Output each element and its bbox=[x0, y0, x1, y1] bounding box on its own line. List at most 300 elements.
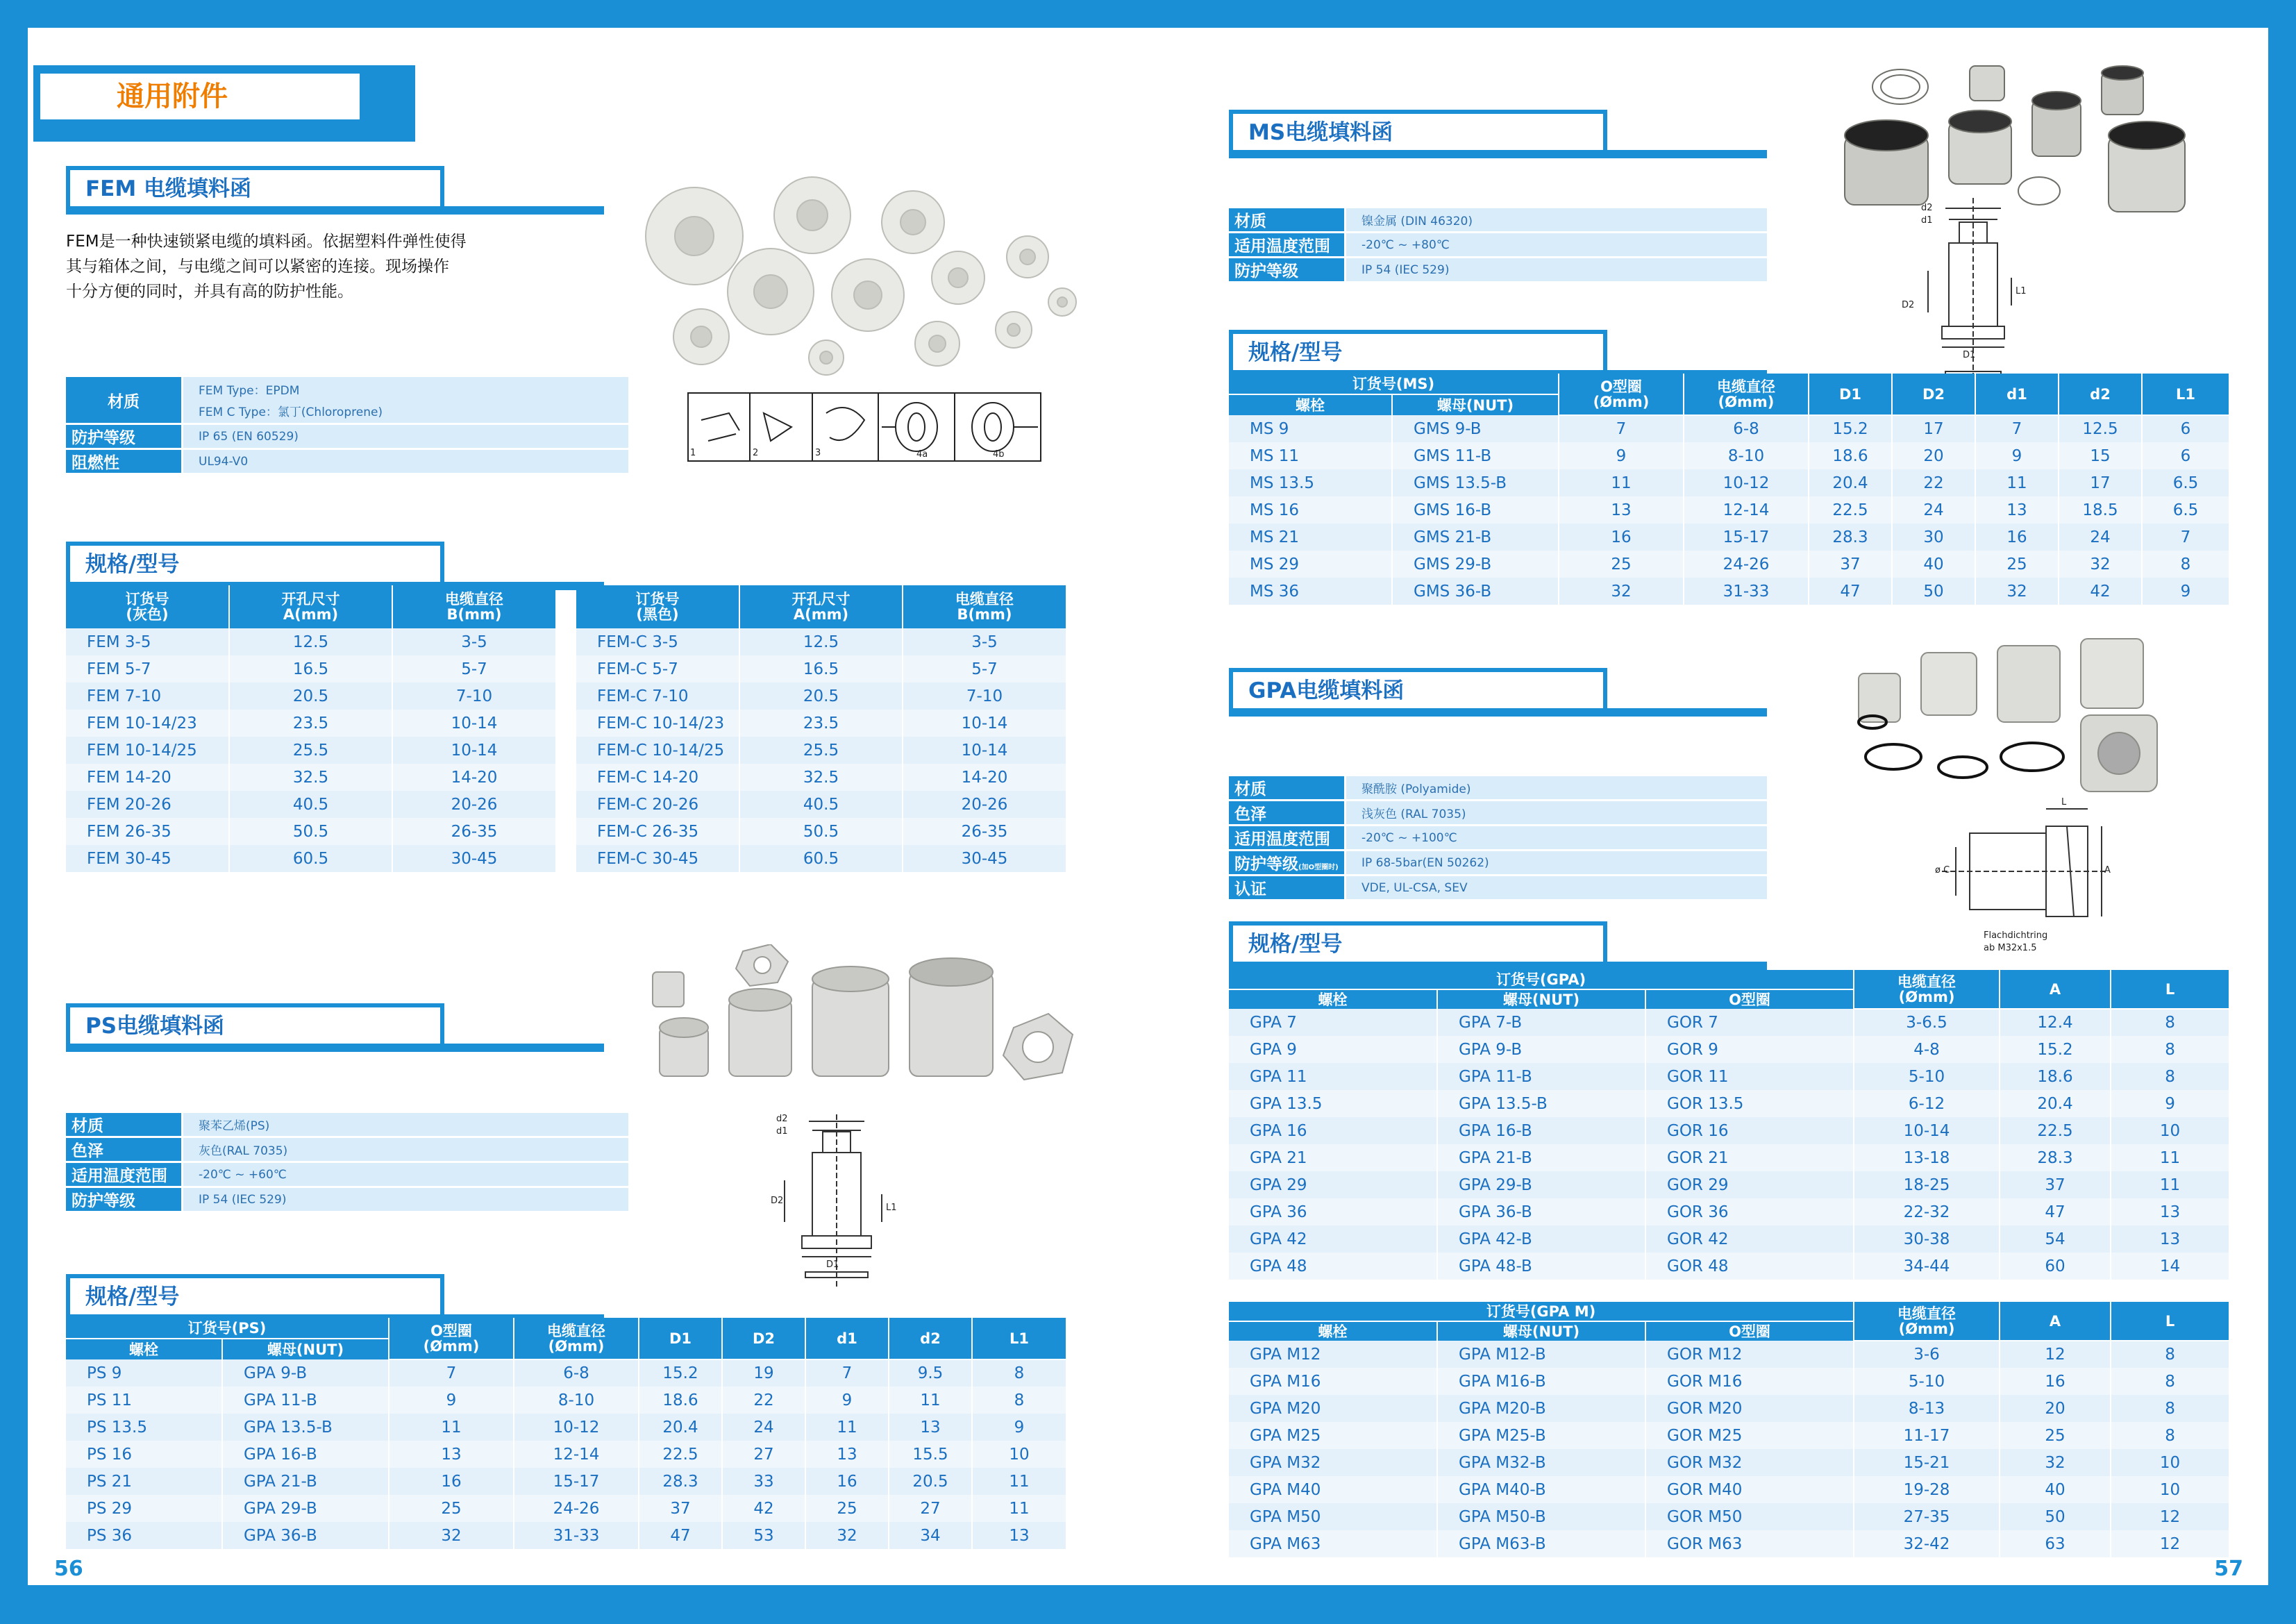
table-cell: FEM-C 10-14/25 bbox=[576, 737, 739, 764]
ms-spec-table bbox=[1229, 206, 1767, 283]
table-cell: 34 bbox=[889, 1522, 972, 1549]
ms-section-title: MS电缆填料函 bbox=[1229, 110, 1767, 158]
table-cell: FEM-C 20-26 bbox=[576, 791, 739, 818]
fem-installation-diagram bbox=[687, 392, 1041, 462]
fem-table bbox=[66, 585, 555, 872]
table-cell: GPA 13.5 bbox=[1229, 1090, 1437, 1117]
table-cell: MS 29 bbox=[1229, 551, 1392, 578]
table-cell: FEM 5-7 bbox=[66, 655, 229, 683]
table-cell: PS 29 bbox=[66, 1495, 222, 1522]
table-cell: FEM 10-14/25 bbox=[66, 737, 229, 764]
table-cell: 15.5 bbox=[889, 1441, 972, 1468]
table-cell: 9 bbox=[2142, 578, 2229, 605]
table-cell: GPA M25-B bbox=[1437, 1422, 1645, 1449]
table-cell: 24 bbox=[1892, 496, 1975, 524]
table-cell: PS 21 bbox=[66, 1468, 222, 1495]
table-cell: 4-8 bbox=[1854, 1036, 2000, 1063]
table-cell: 8 bbox=[2111, 1422, 2229, 1449]
table-row bbox=[66, 1359, 1066, 1387]
table-cell: 17 bbox=[2059, 469, 2142, 496]
spec-row: 材质 聚苯乙烯(PS) bbox=[66, 1113, 628, 1136]
table-cell: GPA 7-B bbox=[1437, 1009, 1645, 1036]
table-cell: MS 16 bbox=[1229, 496, 1392, 524]
table-cell: 11-17 bbox=[1854, 1422, 2000, 1449]
col-header: L bbox=[2111, 970, 2229, 1009]
table-cell: GOR 7 bbox=[1645, 1009, 1854, 1036]
table-cell: GPA M63 bbox=[1229, 1530, 1437, 1557]
table-cell: 60.5 bbox=[739, 845, 903, 872]
table-row bbox=[1229, 1198, 2229, 1225]
table-cell: 20 bbox=[1892, 442, 1975, 469]
col-header: O型圈 bbox=[1645, 989, 1854, 1009]
table-cell: GPA 13.5-B bbox=[1437, 1090, 1645, 1117]
table-cell: 10-12 bbox=[1684, 469, 1809, 496]
table-row bbox=[1229, 1253, 2229, 1280]
table-cell: 32 bbox=[2000, 1449, 2111, 1476]
ps-table bbox=[66, 1318, 1066, 1549]
table-cell: 60.5 bbox=[229, 845, 392, 872]
table-row bbox=[576, 628, 1066, 655]
table-cell: GOR M16 bbox=[1645, 1368, 1854, 1395]
table-cell: GPA 16-B bbox=[1437, 1117, 1645, 1144]
table-cell: 15.2 bbox=[2000, 1036, 2111, 1063]
ms-table bbox=[1229, 374, 2229, 605]
table-cell: 12-14 bbox=[514, 1441, 639, 1468]
table-cell: PS 16 bbox=[66, 1441, 222, 1468]
table-cell: 13-18 bbox=[1854, 1144, 2000, 1171]
table-cell: 32 bbox=[1559, 578, 1684, 605]
table-cell: GPA 16 bbox=[1229, 1117, 1437, 1144]
table-cell: 32 bbox=[1975, 578, 2059, 605]
page-number-left: 56 bbox=[54, 1557, 83, 1581]
table-cell: 8 bbox=[2111, 1341, 2229, 1368]
table-cell: 15.2 bbox=[1809, 415, 1892, 442]
table-cell: GMS 13.5-B bbox=[1392, 469, 1559, 496]
table-row bbox=[66, 1441, 1066, 1468]
table-cell: 20 bbox=[2000, 1395, 2111, 1422]
ps-dimension-drawing: d2 d1 D2 L1 D1 bbox=[771, 1111, 903, 1291]
table-row bbox=[66, 1468, 1066, 1495]
table-row bbox=[66, 1522, 1066, 1549]
table-cell: 47 bbox=[1809, 578, 1892, 605]
table-cell: GOR M32 bbox=[1645, 1449, 1854, 1476]
col-header: D2 bbox=[722, 1318, 805, 1359]
col-header: d2 bbox=[2059, 374, 2142, 415]
table-cell: GOR 16 bbox=[1645, 1117, 1854, 1144]
table-cell: 30 bbox=[1892, 524, 1975, 551]
table-cell: 7 bbox=[1975, 415, 2059, 442]
table-cell: 25 bbox=[389, 1495, 514, 1522]
table-cell: 16 bbox=[1559, 524, 1684, 551]
table-cell: FEM-C 30-45 bbox=[576, 845, 739, 872]
table-cell: 50.5 bbox=[229, 818, 392, 845]
table-cell: 11 bbox=[389, 1414, 514, 1441]
table-cell: FEM 30-45 bbox=[66, 845, 229, 872]
table-cell: FEM-C 26-35 bbox=[576, 818, 739, 845]
spec-row: 适用温度范围 -20℃ ~ +100℃ bbox=[1229, 826, 1767, 849]
table-cell: 11 bbox=[805, 1414, 889, 1441]
table-cell: FEM 7-10 bbox=[66, 683, 229, 710]
table-cell: 28.3 bbox=[2000, 1144, 2111, 1171]
table-cell: 10 bbox=[972, 1441, 1066, 1468]
group-header: 订货号(MS) bbox=[1229, 374, 1559, 394]
table-cell: 3-6.5 bbox=[1854, 1009, 2000, 1036]
table-cell: GPA 21-B bbox=[1437, 1144, 1645, 1171]
spec-row: 认证 VDE, UL-CSA, SEV bbox=[1229, 876, 1767, 899]
table-cell: 6.5 bbox=[2142, 469, 2229, 496]
table-cell: GMS 16-B bbox=[1392, 496, 1559, 524]
table-cell: 7 bbox=[389, 1359, 514, 1387]
table-row bbox=[1229, 1009, 2229, 1036]
table-row bbox=[1229, 1117, 2229, 1144]
table-cell: GPA M16-B bbox=[1437, 1368, 1645, 1395]
table-cell: GOR M25 bbox=[1645, 1422, 1854, 1449]
table-cell: 8 bbox=[2111, 1368, 2229, 1395]
table-cell: MS 21 bbox=[1229, 524, 1392, 551]
table-cell: 20.4 bbox=[2000, 1090, 2111, 1117]
spec-row: 防护等级 IP 65 (EN 60529) bbox=[66, 425, 628, 448]
table-cell: GPA 36 bbox=[1229, 1198, 1437, 1225]
col-header: L1 bbox=[2142, 374, 2229, 415]
table-cell: 53 bbox=[722, 1522, 805, 1549]
table-cell: 8 bbox=[972, 1359, 1066, 1387]
table-row bbox=[66, 845, 555, 872]
table-cell: 16 bbox=[2000, 1368, 2111, 1395]
table-cell: GPA M12 bbox=[1229, 1341, 1437, 1368]
table-cell: 28.3 bbox=[639, 1468, 722, 1495]
col-header: O型圈 (Ømm) bbox=[389, 1318, 514, 1359]
spec-section-title-gpa: 规格/型号 bbox=[1229, 921, 1767, 970]
table-cell: 30-38 bbox=[1854, 1225, 2000, 1253]
table-row bbox=[1229, 1503, 2229, 1530]
table-cell: GOR 11 bbox=[1645, 1063, 1854, 1090]
table-row bbox=[66, 1414, 1066, 1441]
table-cell: GPA M16 bbox=[1229, 1368, 1437, 1395]
table-cell: 13 bbox=[1975, 496, 2059, 524]
table-cell: 50.5 bbox=[739, 818, 903, 845]
table-cell: 20.5 bbox=[739, 683, 903, 710]
spec-section-title-ms: 规格/型号 bbox=[1229, 330, 1767, 378]
fem-section-title: FEM 电缆填料函 bbox=[66, 166, 604, 215]
table-cell: 17 bbox=[1892, 415, 1975, 442]
table-row bbox=[1229, 524, 2229, 551]
table-cell: 3-5 bbox=[392, 628, 555, 655]
step-label: 3 bbox=[815, 448, 821, 458]
table-cell: 7 bbox=[805, 1359, 889, 1387]
table-cell: 16 bbox=[1975, 524, 2059, 551]
col-header: d2 bbox=[889, 1318, 972, 1359]
spec-row: 防护等级 IP 54 (IEC 529) bbox=[1229, 258, 1767, 281]
table-cell: 22.5 bbox=[2000, 1117, 2111, 1144]
table-cell: 7-10 bbox=[903, 683, 1066, 710]
table-cell: GPA M50 bbox=[1229, 1503, 1437, 1530]
table-cell: 10 bbox=[2111, 1117, 2229, 1144]
col-header: 螺栓 bbox=[66, 1339, 222, 1359]
spec-row: 防护等级 IP 54 (IEC 529) bbox=[66, 1188, 628, 1211]
table-cell: GPA M32-B bbox=[1437, 1449, 1645, 1476]
ps-section-title: PS电缆填料函 bbox=[66, 1003, 604, 1052]
table-cell: 12.5 bbox=[229, 628, 392, 655]
table-cell: 6 bbox=[2142, 415, 2229, 442]
table-cell: GPA 29 bbox=[1229, 1171, 1437, 1198]
table-cell: GPA 7 bbox=[1229, 1009, 1437, 1036]
col-header: D2 bbox=[1892, 374, 1975, 415]
table-cell: 12 bbox=[2111, 1503, 2229, 1530]
table-cell: 32-42 bbox=[1854, 1530, 2000, 1557]
table-cell: PS 36 bbox=[66, 1522, 222, 1549]
table-cell: 23.5 bbox=[739, 710, 903, 737]
col-header: D1 bbox=[639, 1318, 722, 1359]
table-cell: 8-10 bbox=[1684, 442, 1809, 469]
table-cell: GOR 36 bbox=[1645, 1198, 1854, 1225]
gpa-dimension-drawing: L A ø C Flachdichtring ab M32x1.5 bbox=[1935, 797, 2111, 953]
table-cell: GOR M50 bbox=[1645, 1503, 1854, 1530]
table-cell: GPA 11-B bbox=[1437, 1063, 1645, 1090]
table-cell: GOR 9 bbox=[1645, 1036, 1854, 1063]
table-cell: 8 bbox=[2111, 1395, 2229, 1422]
col-header: 螺母(NUT) bbox=[1392, 394, 1559, 415]
table-row bbox=[1229, 1395, 2229, 1422]
table-cell: 20.5 bbox=[889, 1468, 972, 1495]
table-cell: 9 bbox=[1559, 442, 1684, 469]
table-cell: 20.4 bbox=[1809, 469, 1892, 496]
spec-section-title-ps: 规格/型号 bbox=[66, 1274, 604, 1323]
table-cell: 8 bbox=[2111, 1009, 2229, 1036]
table-cell: FEM 26-35 bbox=[66, 818, 229, 845]
table-cell: 15-21 bbox=[1854, 1449, 2000, 1476]
table-cell: 11 bbox=[889, 1387, 972, 1414]
col-header: L bbox=[2111, 1302, 2229, 1341]
table-cell: GPA 48-B bbox=[1437, 1253, 1645, 1280]
table-cell: GPA M50-B bbox=[1437, 1503, 1645, 1530]
col-header: 订货号 (黑色) bbox=[576, 585, 739, 628]
table-cell: 3-5 bbox=[903, 628, 1066, 655]
table-cell: 60 bbox=[2000, 1253, 2111, 1280]
table-cell: 31-33 bbox=[1684, 578, 1809, 605]
table-cell: 26-35 bbox=[392, 818, 555, 845]
table-cell: 8 bbox=[2111, 1036, 2229, 1063]
table-cell: 13 bbox=[1559, 496, 1684, 524]
col-header: 螺母(NUT) bbox=[1437, 989, 1645, 1009]
table-cell: GPA M20 bbox=[1229, 1395, 1437, 1422]
col-header: 螺母(NUT) bbox=[1437, 1321, 1645, 1341]
table-cell: 6 bbox=[2142, 442, 2229, 469]
table-row bbox=[576, 737, 1066, 764]
table-cell: GPA 29-B bbox=[1437, 1171, 1645, 1198]
col-header: d1 bbox=[1975, 374, 2059, 415]
table-cell: 32 bbox=[2059, 551, 2142, 578]
table-row bbox=[576, 710, 1066, 737]
table-cell: PS 11 bbox=[66, 1387, 222, 1414]
table-cell: 13 bbox=[805, 1441, 889, 1468]
table-cell: 25 bbox=[1559, 551, 1684, 578]
table-cell: GPA 11 bbox=[1229, 1063, 1437, 1090]
table-cell: 11 bbox=[2111, 1144, 2229, 1171]
table-row bbox=[66, 818, 555, 845]
table-cell: 10-14 bbox=[392, 737, 555, 764]
table-cell: 6.5 bbox=[2142, 496, 2229, 524]
table-row bbox=[576, 655, 1066, 683]
table-cell: GPA 16-B bbox=[222, 1441, 389, 1468]
table-cell: 11 bbox=[1975, 469, 2059, 496]
table-cell: 22.5 bbox=[639, 1441, 722, 1468]
group-header: 订货号(GPA) bbox=[1229, 970, 1854, 989]
table-cell: 18.6 bbox=[639, 1387, 722, 1414]
table-cell: GPA 48 bbox=[1229, 1253, 1437, 1280]
table-cell: 20.4 bbox=[639, 1414, 722, 1441]
left-page bbox=[28, 28, 1227, 1585]
table-row bbox=[66, 764, 555, 791]
table-cell: 40 bbox=[2000, 1476, 2111, 1503]
step-label: 4a bbox=[916, 449, 928, 460]
table-cell: GPA M20-B bbox=[1437, 1395, 1645, 1422]
table-row bbox=[576, 845, 1066, 872]
table-cell: 8 bbox=[972, 1387, 1066, 1414]
table-cell: 16 bbox=[389, 1468, 514, 1495]
table-cell: 7-10 bbox=[392, 683, 555, 710]
table-cell: GMS 9-B bbox=[1392, 415, 1559, 442]
fem-description: FEM是一种快速锁紧电缆的填料函。依据塑料件弹性使得 其与箱体之间，与电缆之间可以紧密的连接。现场操作 十分方便的同时，并具有高的防护性能。 bbox=[66, 233, 467, 301]
spec-row: 材质 镍金属 (DIN 46320) bbox=[1229, 208, 1767, 231]
table-cell: 13 bbox=[2111, 1198, 2229, 1225]
page-number-right: 57 bbox=[2214, 1557, 2243, 1581]
table-cell: 12 bbox=[2000, 1341, 2111, 1368]
spec-row: 材质 FEM Type：EPDM FEM C Type：氯丁(Chloroprene) bbox=[66, 377, 628, 423]
table-cell: 9 bbox=[2111, 1090, 2229, 1117]
spec-row: 色泽 灰色(RAL 7035) bbox=[66, 1138, 628, 1161]
table-row bbox=[1229, 1171, 2229, 1198]
col-header: O型圈 bbox=[1645, 1321, 1854, 1341]
table-cell: 30-45 bbox=[903, 845, 1066, 872]
table-cell: 13 bbox=[389, 1441, 514, 1468]
table-cell: GOR M12 bbox=[1645, 1341, 1854, 1368]
table-cell: MS 11 bbox=[1229, 442, 1392, 469]
table-cell: FEM 10-14/23 bbox=[66, 710, 229, 737]
table-row bbox=[1229, 1449, 2229, 1476]
table-cell: GOR M20 bbox=[1645, 1395, 1854, 1422]
table-cell: 6-12 bbox=[1854, 1090, 2000, 1117]
table-row bbox=[66, 683, 555, 710]
table-cell: 20-26 bbox=[392, 791, 555, 818]
table-cell: 19-28 bbox=[1854, 1476, 2000, 1503]
table-cell: GMS 11-B bbox=[1392, 442, 1559, 469]
gpa-product-photo bbox=[1831, 632, 2171, 798]
table-cell: 6-8 bbox=[514, 1359, 639, 1387]
table-cell: 40.5 bbox=[739, 791, 903, 818]
table-cell: 18.5 bbox=[2059, 496, 2142, 524]
table-cell: 37 bbox=[639, 1495, 722, 1522]
table-cell: 5-10 bbox=[1854, 1063, 2000, 1090]
table-cell: 8-13 bbox=[1854, 1395, 2000, 1422]
table-cell: 12-14 bbox=[1684, 496, 1809, 524]
table-cell: 22-32 bbox=[1854, 1198, 2000, 1225]
table-cell: GPA M63-B bbox=[1437, 1530, 1645, 1557]
table-cell: MS 9 bbox=[1229, 415, 1392, 442]
table-row bbox=[1229, 1225, 2229, 1253]
table-cell: 30-45 bbox=[392, 845, 555, 872]
table-cell: GOR M63 bbox=[1645, 1530, 1854, 1557]
table-row bbox=[1229, 1422, 2229, 1449]
table-row bbox=[66, 710, 555, 737]
col-header: 螺栓 bbox=[1229, 989, 1437, 1009]
table-cell: 10-14 bbox=[1854, 1117, 2000, 1144]
table-cell: 31-33 bbox=[514, 1522, 639, 1549]
col-header: d1 bbox=[805, 1318, 889, 1359]
table-row bbox=[66, 1495, 1066, 1522]
fem-product-photo bbox=[639, 174, 1083, 382]
table-cell: 20.5 bbox=[229, 683, 392, 710]
gpa-spec-table bbox=[1229, 774, 1767, 901]
col-header: 开孔尺寸 A(mm) bbox=[229, 585, 392, 628]
table-cell: 7 bbox=[1559, 415, 1684, 442]
table-row bbox=[576, 818, 1066, 845]
col-header: A bbox=[2000, 1302, 2111, 1341]
table-cell: 32.5 bbox=[739, 764, 903, 791]
table-cell: 40 bbox=[1892, 551, 1975, 578]
table-cell: FEM-C 5-7 bbox=[576, 655, 739, 683]
table-cell: 27 bbox=[722, 1441, 805, 1468]
col-header: 电缆直径 (Ømm) bbox=[1854, 1302, 2000, 1341]
table-cell: 24-26 bbox=[1684, 551, 1809, 578]
table-cell: 37 bbox=[1809, 551, 1892, 578]
table-row bbox=[66, 628, 555, 655]
table-row bbox=[1229, 551, 2229, 578]
table-cell: 32 bbox=[389, 1522, 514, 1549]
gpam-table bbox=[1229, 1302, 2229, 1557]
table-row bbox=[1229, 578, 2229, 605]
table-row bbox=[66, 737, 555, 764]
table-cell: 10-12 bbox=[514, 1414, 639, 1441]
table-row bbox=[1229, 415, 2229, 442]
table-cell: 14-20 bbox=[392, 764, 555, 791]
table-cell: 14-20 bbox=[903, 764, 1066, 791]
table-cell: GOR 21 bbox=[1645, 1144, 1854, 1171]
table-cell: GOR 13.5 bbox=[1645, 1090, 1854, 1117]
spec-row: 材质 聚酰胺 (Polyamide) bbox=[1229, 776, 1767, 799]
table-cell: 24 bbox=[2059, 524, 2142, 551]
table-cell: MS 36 bbox=[1229, 578, 1392, 605]
table-cell: FEM-C 10-14/23 bbox=[576, 710, 739, 737]
table-cell: 37 bbox=[2000, 1171, 2111, 1198]
spec-row: 防护等级(加O型圈时) IP 68-5bar(EN 50262) bbox=[1229, 851, 1767, 874]
table-cell: 13 bbox=[889, 1414, 972, 1441]
table-cell: FEM 20-26 bbox=[66, 791, 229, 818]
table-cell: 9 bbox=[389, 1387, 514, 1414]
table-row bbox=[1229, 1090, 2229, 1117]
table-cell: 12.5 bbox=[2059, 415, 2142, 442]
col-header: 电缆直径 B(mm) bbox=[392, 585, 555, 628]
table-cell: PS 13.5 bbox=[66, 1414, 222, 1441]
col-header: A bbox=[2000, 970, 2111, 1009]
table-cell: 8-10 bbox=[514, 1387, 639, 1414]
table-cell: 47 bbox=[2000, 1198, 2111, 1225]
table-cell: 14 bbox=[2111, 1253, 2229, 1280]
table-cell: 40.5 bbox=[229, 791, 392, 818]
table-row bbox=[1229, 469, 2229, 496]
table-cell: 10-14 bbox=[903, 737, 1066, 764]
table-cell: 18.6 bbox=[2000, 1063, 2111, 1090]
table-row bbox=[576, 764, 1066, 791]
gpa-section-title: GPA电缆填料函 bbox=[1229, 668, 1767, 717]
table-cell: 7 bbox=[2142, 524, 2229, 551]
chapter-header bbox=[33, 65, 415, 142]
table-cell: GPA M40 bbox=[1229, 1476, 1437, 1503]
table-cell: GMS 21-B bbox=[1392, 524, 1559, 551]
table-cell: 32.5 bbox=[229, 764, 392, 791]
col-header: 订货号 (灰色) bbox=[66, 585, 229, 628]
table-cell: 15-17 bbox=[1684, 524, 1809, 551]
spec-row: 色泽 浅灰色 (RAL 7035) bbox=[1229, 801, 1767, 824]
